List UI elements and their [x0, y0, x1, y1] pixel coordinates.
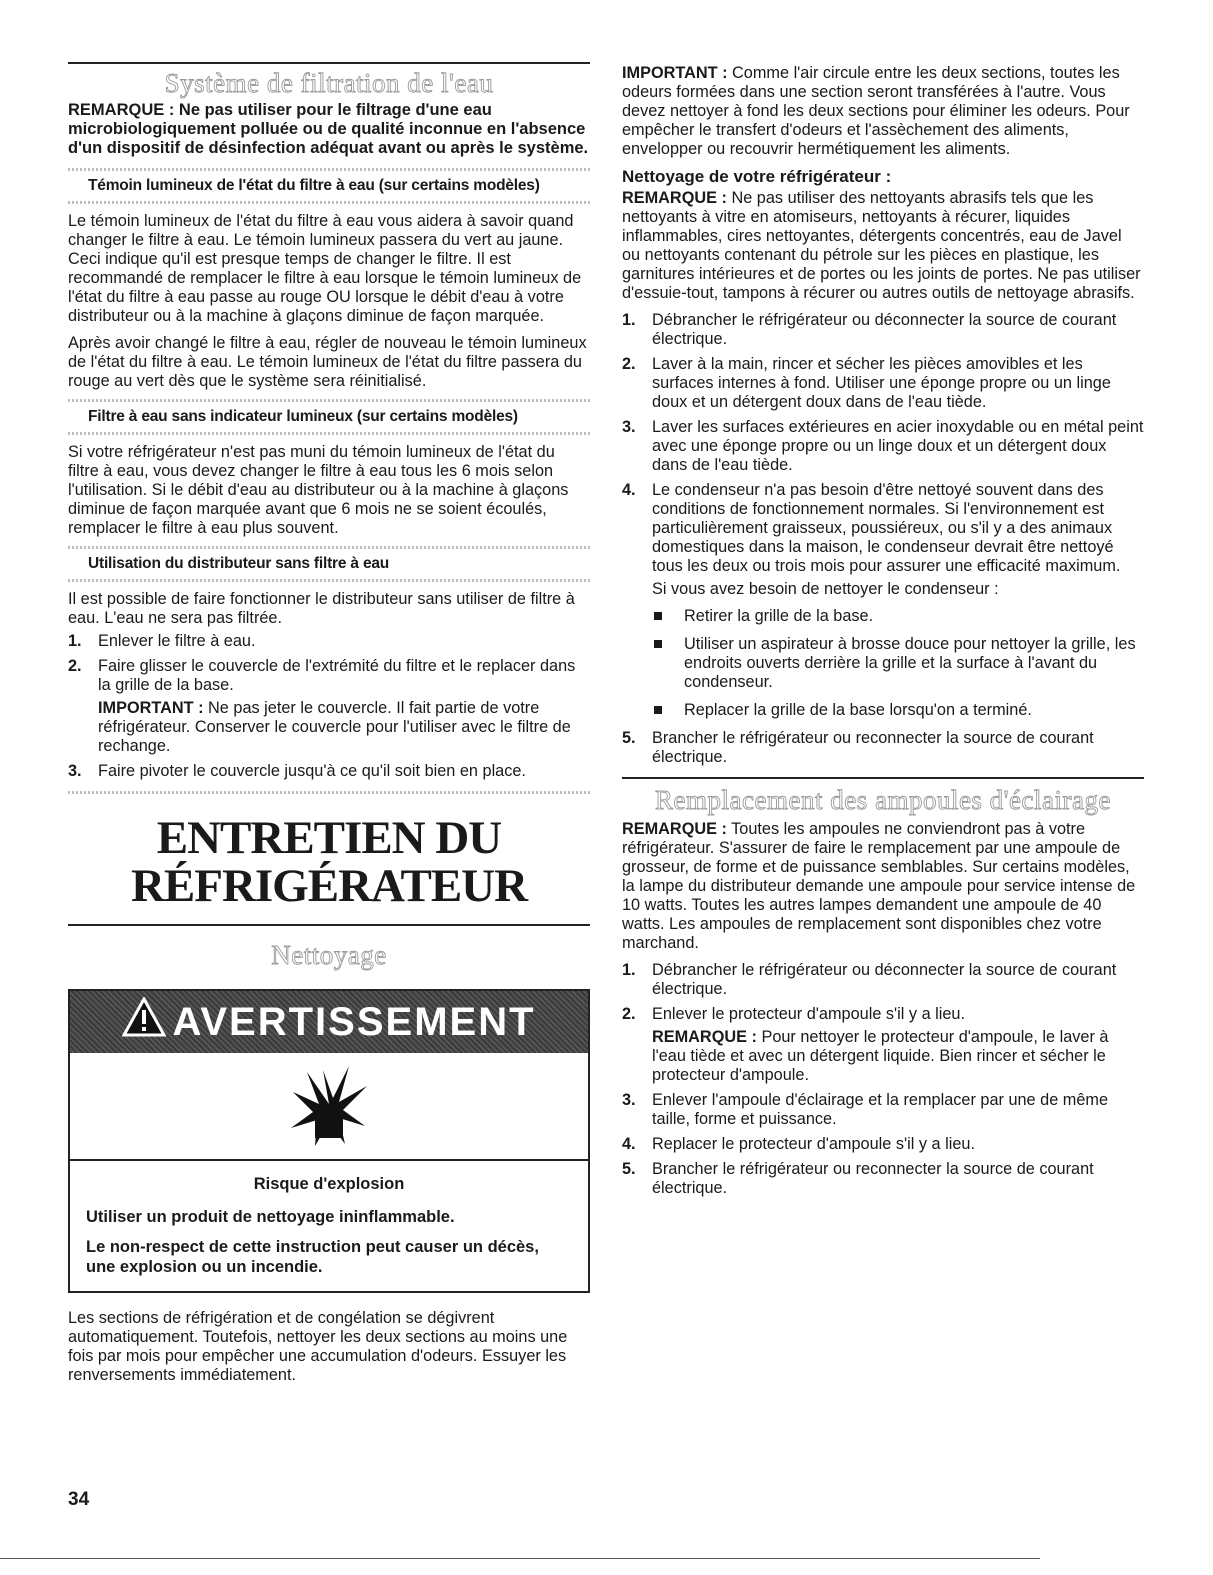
warning-instruction: Utiliser un produit de nettoyage ininflammable. [86, 1208, 455, 1226]
list-item: 1. Débrancher le réfrigérateur ou déconnecter la source de courant électrique. [622, 311, 1117, 348]
page-number: 34 [68, 1489, 90, 1510]
list-item: 1. Enlever le filtre à eau. [68, 632, 256, 650]
step-important-note: IMPORTANT : Ne pas jeter le couvercle. Il fait partie de votre réfrigérateur. Conserver le couvercle pour l'utiliser avec le filtre de rechange. [98, 699, 571, 755]
list-item: 3. Faire pivoter le couvercle jusqu'à ce qu'il soit bien en place. [68, 762, 526, 780]
bullet-square-icon [654, 612, 662, 620]
divider [68, 791, 590, 794]
warning-triangle-icon [122, 997, 166, 1047]
section-title-bulb-replacement: Remplacement des ampoules d'éclairage [655, 785, 1111, 815]
bullet-square-icon [654, 640, 662, 648]
subhead-filter-without-indicator: Filtre à eau sans indicateur lumineux (sur certains modèles) [88, 408, 518, 425]
filter-without-indicator-paragraph: Si votre réfrigérateur n'est pas muni du témoin lumineux de l'état du filtre à eau, vous devez changer le filtre à eau tous les 6 mois selon l'utilisation. Si le débit d'eau au distributeur ou à la machine à glaçons diminue de façon marquée avant que 6 mois ne se soient écoulés, remplacer le filtre à eau plus souvent. [68, 443, 569, 537]
filter-status-paragraph-2: Après avoir changé le filtre à eau, régler de nouveau le témoin lumineux de l'état du filtre à eau. Le témoin lumineux de l'état du filtre passera du rouge au vert dès que le système sera réinitialisé. [68, 334, 587, 390]
bulb-remark: REMARQUE : Toutes les ampoules ne conviendront pas à votre réfrigérateur. S'assurer de faire le remplacement par une ampoule de grosseur, de forme et de puissance semblables. Sur certains modèles, la lampe du distributeur demande une ampoule pour service intense de 10 watts. Toutes les autres lampes demandent une ampoule de 40 watts. Les ampoules de remplacement sont disponibles chez votre marchand. [622, 820, 1136, 952]
section-rule [68, 924, 590, 926]
warning-risk: Risque d'explosion [253, 1175, 405, 1193]
condenser-intro: Si vous avez besoin de nettoyer le condenseur : [652, 580, 999, 598]
odor-important-note: IMPORTANT : Comme l'air circule entre les deux sections, toutes les odeurs formées dans une section seront transférées à l'autre. Vous devez nettoyer à fond les deux sections pour éliminer les odeurs. Pour empêcher le transfert d'odeurs et l'assèchement des aliments, envelopper ou recouvrir hermétiquement les aliments. [622, 64, 1130, 158]
list-item: 1. Débrancher le réfrigérateur ou déconnecter la source de courant électrique. [622, 961, 1117, 998]
list-item: 4. Le condenseur n'a pas besoin d'être nettoyé souvent dans des conditions de fonctionnement normales. Si l'environnement est particulièrement graisseux, poussiéreux, ou s'il y a des animaux domestiques dans la maison, le condenseur devrait être nettoyé tous les deux ou trois mois pour assurer une efficacité maximum. Si vous avez besoin de nettoyer le condenseur : Retirer la grille de la base. Utiliser un aspirateur à brosse douce pour nettoyer la grille, les endroits ouverts derrière la grille et la surface à l'avant du condenseur. Replacer la grille de la base lorsqu'on a terminé. [622, 481, 1144, 720]
list-item: 2. Laver à la main, rincer et sécher les pièces amovibles et les surfaces internes à fond. Utiliser une éponge propre ou un linge doux et un détergent doux dans de l'eau tiède. [622, 355, 1111, 411]
section-rule [622, 777, 1144, 779]
section-title-cleaning: Nettoyage [271, 940, 387, 970]
list-item: 5. Brancher le réfrigérateur ou reconnecter la source de courant électrique. [622, 729, 1094, 766]
section-title-water-filtration: Système de filtration de l'eau [164, 68, 494, 98]
bulb-steps-list [622, 961, 1144, 1198]
subhead-filter-status-light: Témoin lumineux de l'état du filtre à eau (sur certains modèles) [88, 177, 540, 194]
warning-text [70, 1161, 588, 1291]
dispenser-without-filter-paragraph: Il est possible de faire fonctionner le distributeur sans utiliser de filtre à eau. L'eau ne sera pas filtrée. [68, 590, 575, 627]
defrost-paragraph: Les sections de réfrigération et de congélation se dégivrent automatiquement. Toutefois, nettoyer les deux sections au moins une fois par mois pour empêcher une accumulation d'odeurs. Essuyer les renversements immédiatement. [68, 1309, 568, 1384]
divider [68, 432, 590, 435]
footer-rule [0, 1558, 1040, 1559]
dispenser-steps-list [68, 632, 590, 781]
section-rule [68, 62, 590, 64]
warning-box [68, 989, 590, 1293]
list-item: Replacer la grille de la base lorsqu'on a terminé. [652, 701, 1144, 720]
cleaning-steps-list [622, 311, 1144, 767]
divider [68, 579, 590, 582]
filtration-remark: REMARQUE : Ne pas utiliser pour le filtrage d'une eau microbiologiquement polluée ou de qualité inconnue en l'absence d'un dispositif de désinfection adéquat avant ou après le système. [68, 101, 589, 157]
list-item: Retirer la grille de la base. [652, 607, 1144, 626]
right-column [622, 64, 1144, 1204]
subhead-dispenser-without-filter: Utilisation du distributeur sans filtre à eau [88, 555, 390, 572]
divider [68, 201, 590, 204]
condenser-bullets [652, 607, 1144, 720]
list-item: 3. Laver les surfaces extérieures en acier inoxydable ou en métal peint avec une éponge propre ou un linge doux et un détergent doux dans de l'eau tiède. [622, 418, 1144, 474]
left-column [68, 62, 590, 1385]
list-item: 5. Brancher le réfrigérateur ou reconnecter la source de courant électrique. [622, 1160, 1094, 1197]
warning-consequence: Le non-respect de cette instruction peut causer un décès, une explosion ou un incendie. [86, 1238, 539, 1276]
chapter-title: ENTRETIEN DU RÉFRIGÉRATEUR [130, 812, 528, 912]
list-item: 4. Replacer le protecteur d'ampoule s'il y a lieu. [622, 1135, 975, 1153]
filter-status-paragraph-1: Le témoin lumineux de l'état du filtre à eau vous aidera à savoir quand changer le filtre à eau. Le témoin lumineux passera du vert au jaune. Ceci indique qu'il est presque temps de changer le filtre. Il est recommandé de remplacer le filtre à eau lorsque le témoin lumineux de l'état du filtre à eau passe au rouge OU lorsque le débit d'eau à votre distributeur ou à la machine à glaçons diminue de façon marquée. [68, 212, 582, 325]
bullet-square-icon [654, 706, 662, 714]
list-item: 3. Enlever l'ampoule d'éclairage et la remplacer par une de même taille, forme et puissance. [622, 1091, 1109, 1128]
heading-cleaning-refrigerator: Nettoyage de votre réfrigérateur : [622, 167, 892, 186]
list-item: 2. Enlever le protecteur d'ampoule s'il y a lieu. REMARQUE : Pour nettoyer le protecteur d'ampoule, le laver à l'eau tiède et avec un détergent liquide. Bien rincer et sécher le protecteur d'ampoule. [622, 1005, 1144, 1085]
list-item: 2. Faire glisser le couvercle de l'extrémité du filtre et le replacer dans la grille de la base. IMPORTANT : Ne pas jeter le couvercle. Il fait partie de votre réfrigérateur. Conserver le couvercle pour l'utiliser avec le filtre de rechange. [68, 657, 590, 756]
list-item: Utiliser un aspirateur à brosse douce pour nettoyer la grille, les endroits ouverts derrière la grille et la surface à l'avant du condenseur. [652, 635, 1144, 692]
bulb-cover-remark: REMARQUE : Pour nettoyer le protecteur d'ampoule, le laver à l'eau tiède et avec un détergent liquide. Bien rincer et sécher le protecteur d'ampoule. [652, 1028, 1109, 1084]
explosion-icon [70, 1053, 588, 1161]
warning-header: AVERTISSEMENT [70, 991, 588, 1053]
cleaning-remark: REMARQUE : Ne pas utiliser des nettoyants abrasifs tels que les nettoyants à vitre en atomiseurs, nettoyants à récurer, liquides inflammables, cires nettoyantes, détergents concentrés, eau de Javel ou nettoyants contenant du pétrole sur les pièces en plastique, les garnitures intérieures et de portes ou les joints de portes. Ne pas utiliser d'essuie-tout, tampons à récurer ou autres outils de nettoyage abrasifs. [622, 189, 1141, 302]
